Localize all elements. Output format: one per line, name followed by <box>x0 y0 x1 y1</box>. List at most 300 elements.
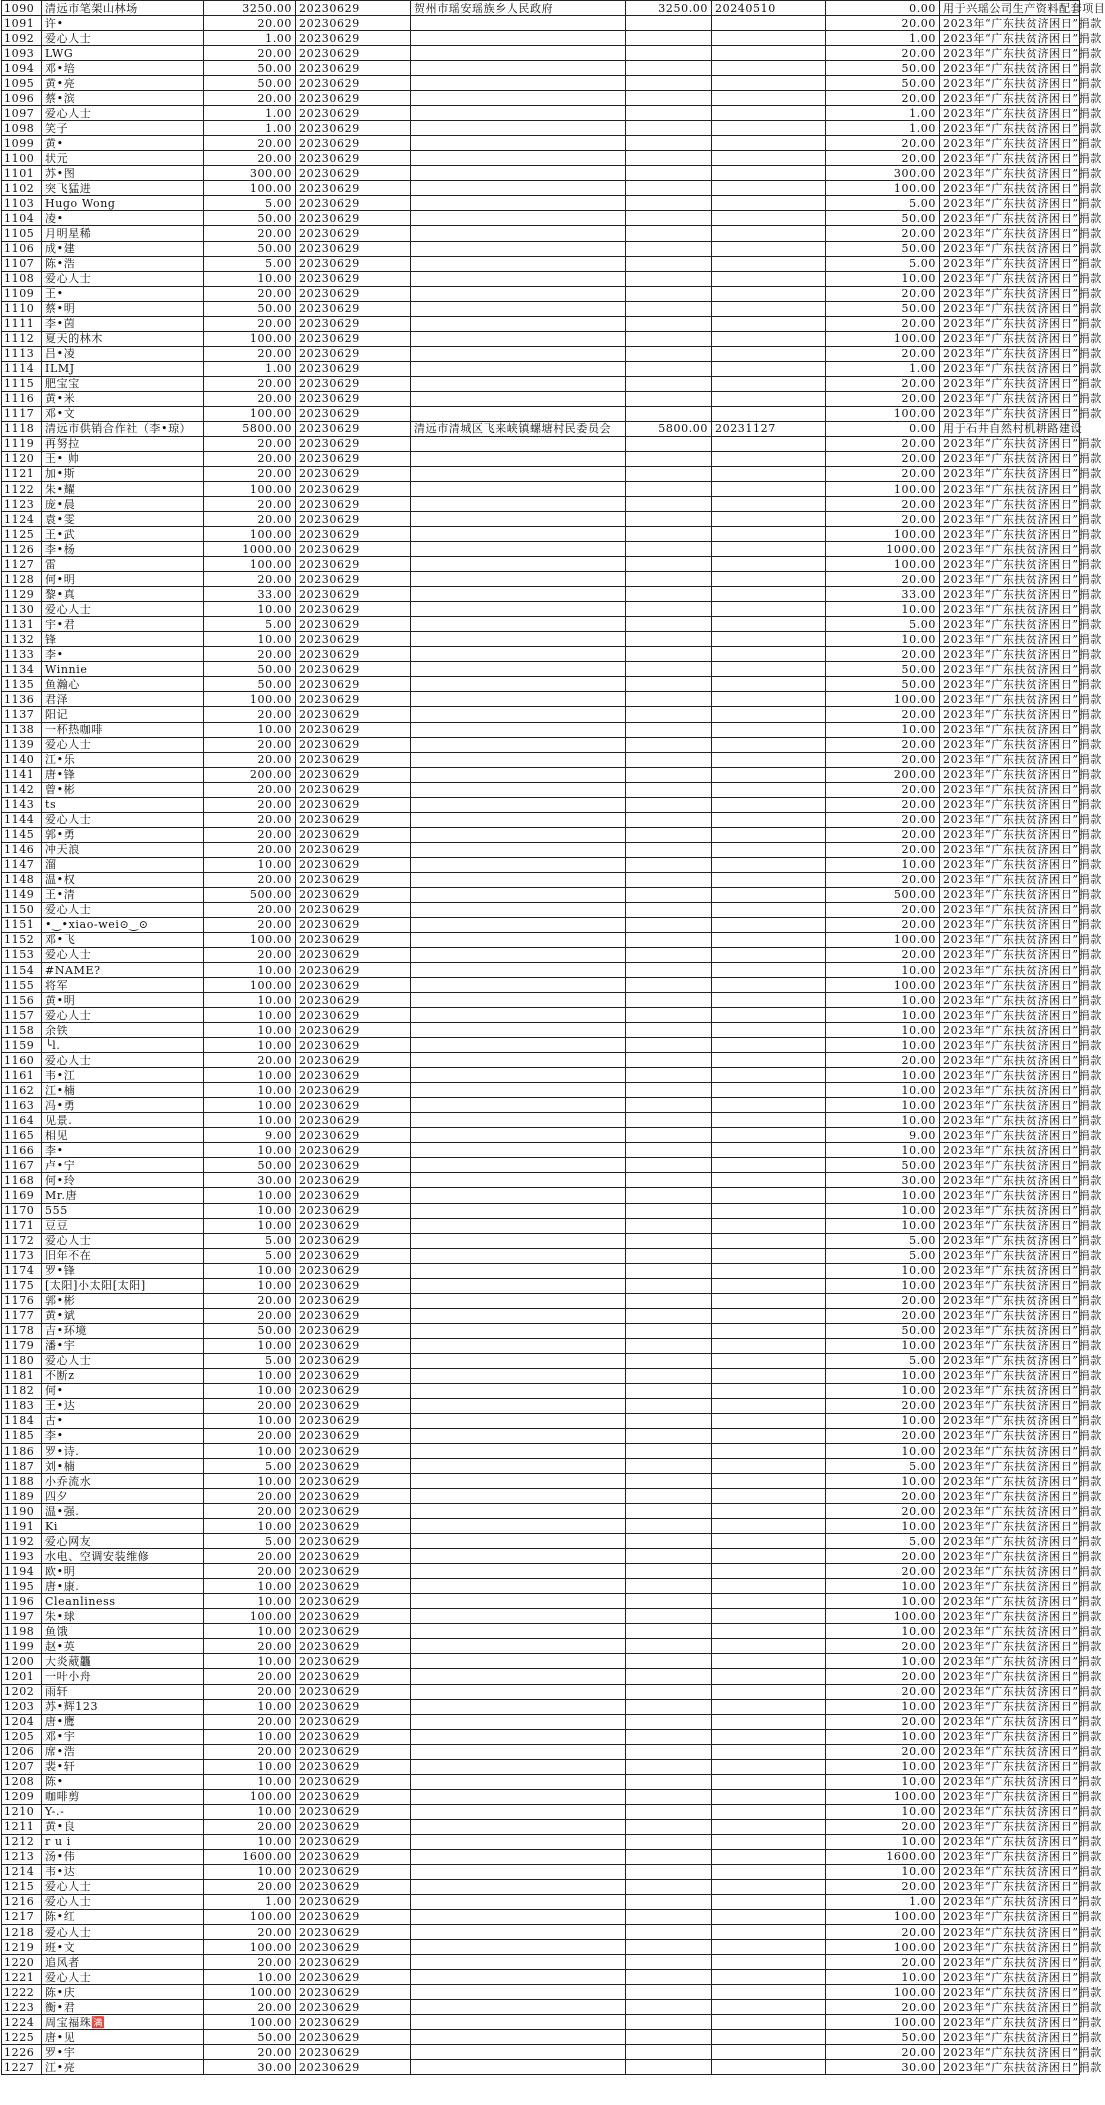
recipient-unit-cell <box>411 707 626 722</box>
donation-date-cell: 20230629 <box>296 1714 411 1729</box>
allocation-date-cell <box>712 1804 826 1819</box>
allocation-date-cell <box>712 361 826 376</box>
remaining-balance-cell: 20.00 <box>826 1428 940 1443</box>
donor-name-cell: 黄•亮 <box>42 76 204 91</box>
recipient-unit-cell <box>411 1233 626 1248</box>
row-number-cell: 1224 <box>2 2015 42 2030</box>
table-row <box>2 1654 1080 1669</box>
purpose-cell: 2023年“广东扶贫济困日”捐款 <box>940 271 1080 286</box>
donation-date-cell: 20230629 <box>296 1428 411 1443</box>
allocated-amount-cell <box>626 31 712 46</box>
allocation-date-cell <box>712 1008 826 1023</box>
remaining-balance-cell: 20.00 <box>826 376 940 391</box>
donor-name-cell: 清远市笔架山林场 <box>42 1 204 16</box>
table-row <box>2 1383 1080 1398</box>
recipient-unit-cell <box>411 812 626 827</box>
allocation-date-cell <box>712 932 826 947</box>
donor-name-cell: 古• <box>42 1413 204 1428</box>
row-number-cell: 1194 <box>2 1564 42 1579</box>
remaining-balance-cell: 20.00 <box>826 1398 940 1413</box>
purpose-cell: 2023年“广东扶贫济困日”捐款 <box>940 376 1080 391</box>
donor-name-cell: 冲天浪 <box>42 842 204 857</box>
allocated-amount-cell <box>626 662 712 677</box>
donation-amount-cell: 10.00 <box>204 602 296 617</box>
purpose-cell: 2023年“广东扶贫济困日”捐款 <box>940 1624 1080 1639</box>
allocated-amount-cell <box>626 91 712 106</box>
allocation-date-cell <box>712 271 826 286</box>
table-row <box>2 1669 1080 1684</box>
purpose-cell: 2023年“广东扶贫济困日”捐款 <box>940 1864 1080 1879</box>
donation-date-cell: 20230629 <box>296 346 411 361</box>
donor-name-cell: 曾•彬 <box>42 782 204 797</box>
donation-date-cell: 20230629 <box>296 376 411 391</box>
purpose-cell: 2023年“广东扶贫济困日”捐款 <box>940 2060 1080 2075</box>
recipient-unit-cell <box>411 527 626 542</box>
allocated-amount-cell <box>626 737 712 752</box>
recipient-unit-cell <box>411 482 626 497</box>
donation-amount-cell: 5.00 <box>204 1248 296 1263</box>
donor-name-cell: 江•亮 <box>42 2060 204 2075</box>
allocated-amount-cell <box>626 1023 712 1038</box>
allocation-date-cell <box>712 1879 826 1894</box>
row-number-cell: 1226 <box>2 2045 42 2060</box>
allocation-date-cell <box>712 226 826 241</box>
donation-date-cell: 20230629 <box>296 842 411 857</box>
recipient-unit-cell <box>411 1444 626 1459</box>
table-row <box>2 1639 1080 1654</box>
remaining-balance-cell: 20.00 <box>826 797 940 812</box>
allocation-date-cell <box>712 963 826 978</box>
donation-date-cell: 20230629 <box>296 91 411 106</box>
donation-date-cell: 20230629 <box>296 1519 411 1534</box>
purpose-cell: 2023年“广东扶贫济困日”捐款 <box>940 2000 1080 2015</box>
remaining-balance-cell: 10.00 <box>826 1278 940 1293</box>
row-number-cell: 1106 <box>2 241 42 256</box>
row-number-cell: 1142 <box>2 782 42 797</box>
recipient-unit-cell <box>411 947 626 962</box>
donation-amount-cell: 10.00 <box>204 1804 296 1819</box>
row-number-cell: 1214 <box>2 1864 42 1879</box>
row-number-cell: 1164 <box>2 1113 42 1128</box>
donation-amount-cell: 5.00 <box>204 256 296 271</box>
donation-amount-cell: 10.00 <box>204 632 296 647</box>
remaining-balance-cell: 50.00 <box>826 2030 940 2045</box>
donor-name-cell: 爱心人士 <box>42 31 204 46</box>
recipient-unit-cell <box>411 1248 626 1263</box>
remaining-balance-cell: 10.00 <box>826 1023 940 1038</box>
row-number-cell: 1186 <box>2 1444 42 1459</box>
donor-name-cell: Y-.- <box>42 1804 204 1819</box>
recipient-unit-cell <box>411 1278 626 1293</box>
recipient-unit-cell <box>411 2045 626 2060</box>
donation-amount-cell: 20.00 <box>204 2000 296 2015</box>
purpose-cell: 2023年“广东扶贫济困日”捐款 <box>940 331 1080 346</box>
recipient-unit-cell <box>411 1459 626 1474</box>
purpose-cell: 2023年“广东扶贫济困日”捐款 <box>940 767 1080 782</box>
allocation-date-cell <box>712 872 826 887</box>
donor-name-cell: r u i <box>42 1834 204 1849</box>
remaining-balance-cell: 10.00 <box>826 1804 940 1819</box>
allocated-amount-cell <box>626 271 712 286</box>
recipient-unit-cell <box>411 1053 626 1068</box>
table-row <box>2 1413 1080 1428</box>
purpose-cell: 2023年“广东扶贫济困日”捐款 <box>940 1759 1080 1774</box>
donation-amount-cell: 20.00 <box>204 707 296 722</box>
donation-amount-cell: 20.00 <box>204 947 296 962</box>
table-row <box>2 1579 1080 1594</box>
remaining-balance-cell: 10.00 <box>826 1203 940 1218</box>
recipient-unit-cell <box>411 2060 626 2075</box>
remaining-balance-cell: 20.00 <box>826 572 940 587</box>
donation-amount-cell: 20.00 <box>204 1684 296 1699</box>
donation-amount-cell: 20.00 <box>204 1819 296 1834</box>
donation-amount-cell: 10.00 <box>204 1338 296 1353</box>
row-number-cell: 1160 <box>2 1053 42 1068</box>
allocation-date-cell <box>712 1413 826 1428</box>
donation-date-cell: 20230629 <box>296 527 411 542</box>
recipient-unit-cell <box>411 1834 626 1849</box>
table-row <box>2 136 1080 151</box>
purpose-cell: 2023年“广东扶贫济困日”捐款 <box>940 842 1080 857</box>
recipient-unit-cell <box>411 406 626 421</box>
table-row <box>2 226 1080 241</box>
purpose-cell: 2023年“广东扶贫济困日”捐款 <box>940 647 1080 662</box>
allocated-amount-cell <box>626 1940 712 1955</box>
remaining-balance-cell: 10.00 <box>826 1759 940 1774</box>
donation-date-cell: 20230629 <box>296 1624 411 1639</box>
allocation-date-cell <box>712 542 826 557</box>
recipient-unit-cell <box>411 1068 626 1083</box>
donor-name-cell: 何• <box>42 1383 204 1398</box>
remaining-balance-cell: 10.00 <box>826 857 940 872</box>
purpose-cell: 2023年“广东扶贫济困日”捐款 <box>940 1098 1080 1113</box>
allocated-amount-cell <box>626 1579 712 1594</box>
row-number-cell: 1137 <box>2 707 42 722</box>
donor-name-cell: 爱心人士 <box>42 1053 204 1068</box>
recipient-unit-cell <box>411 286 626 301</box>
recipient-unit-cell <box>411 91 626 106</box>
donation-amount-cell: 30.00 <box>204 1173 296 1188</box>
donation-amount-cell: 5.00 <box>204 1459 296 1474</box>
allocated-amount-cell <box>626 1955 712 1970</box>
donation-amount-cell: 20.00 <box>204 346 296 361</box>
donation-date-cell: 20230629 <box>296 1864 411 1879</box>
donation-date-cell: 20230629 <box>296 662 411 677</box>
donation-amount-cell: 10.00 <box>204 1083 296 1098</box>
table-row <box>2 1864 1080 1879</box>
allocation-date-cell <box>712 1609 826 1624</box>
allocated-amount-cell <box>626 617 712 632</box>
allocated-amount-cell <box>626 136 712 151</box>
donation-date-cell: 20230629 <box>296 1669 411 1684</box>
table-row <box>2 557 1080 572</box>
donation-amount-cell: 5.00 <box>204 1353 296 1368</box>
recipient-unit-cell <box>411 1985 626 2000</box>
remaining-balance-cell: 500.00 <box>826 887 940 902</box>
remaining-balance-cell: 20.00 <box>826 1879 940 1894</box>
row-number-cell: 1189 <box>2 1489 42 1504</box>
row-number-cell: 1167 <box>2 1158 42 1173</box>
remaining-balance-cell: 1.00 <box>826 106 940 121</box>
allocated-amount-cell <box>626 707 712 722</box>
purpose-cell: 2023年“广东扶贫济困日”捐款 <box>940 587 1080 602</box>
recipient-unit-cell <box>411 331 626 346</box>
row-number-cell: 1097 <box>2 106 42 121</box>
allocated-amount-cell <box>626 451 712 466</box>
donation-amount-cell: 10.00 <box>204 1068 296 1083</box>
purpose-cell: 2023年“广东扶贫济困日”捐款 <box>940 391 1080 406</box>
recipient-unit-cell <box>411 1774 626 1789</box>
donor-name-cell: 再努拉 <box>42 436 204 451</box>
donation-date-cell: 20230629 <box>296 1173 411 1188</box>
allocated-amount-cell <box>626 196 712 211</box>
donation-date-cell: 20230629 <box>296 1474 411 1489</box>
donor-name-cell: 邓•文 <box>42 406 204 421</box>
table-row <box>2 2015 1080 2030</box>
donation-amount-cell: 50.00 <box>204 76 296 91</box>
purpose-cell: 2023年“广东扶贫济困日”捐款 <box>940 1714 1080 1729</box>
allocation-date-cell <box>712 557 826 572</box>
row-number-cell: 1099 <box>2 136 42 151</box>
allocated-amount-cell <box>626 1459 712 1474</box>
donor-name-cell: 爱心人士 <box>42 271 204 286</box>
table-row <box>2 1489 1080 1504</box>
purpose-cell: 2023年“广东扶贫济困日”捐款 <box>940 301 1080 316</box>
donation-amount-cell: 5800.00 <box>204 421 296 436</box>
donation-date-cell: 20230629 <box>296 1038 411 1053</box>
remaining-balance-cell: 20.00 <box>826 391 940 406</box>
recipient-unit-cell <box>411 557 626 572</box>
allocation-date-cell <box>712 376 826 391</box>
table-row <box>2 842 1080 857</box>
donation-amount-cell: 20.00 <box>204 136 296 151</box>
donor-name-cell: 四夕 <box>42 1489 204 1504</box>
row-number-cell: 1132 <box>2 632 42 647</box>
table-row <box>2 466 1080 481</box>
recipient-unit-cell <box>411 1519 626 1534</box>
table-row <box>2 2045 1080 2060</box>
table-row <box>2 797 1080 812</box>
recipient-unit-cell <box>411 1940 626 1955</box>
allocation-date-cell <box>712 1023 826 1038</box>
remaining-balance-cell: 10.00 <box>826 1038 940 1053</box>
purpose-cell: 2023年“广东扶贫济困日”捐款 <box>940 451 1080 466</box>
purpose-cell: 2023年“广东扶贫济困日”捐款 <box>940 917 1080 932</box>
allocated-amount-cell <box>626 1308 712 1323</box>
allocation-date-cell <box>712 31 826 46</box>
recipient-unit-cell <box>411 1639 626 1654</box>
allocated-amount-cell <box>626 166 712 181</box>
table-row <box>2 2000 1080 2015</box>
recipient-unit-cell <box>411 1353 626 1368</box>
allocation-date-cell <box>712 1459 826 1474</box>
remaining-balance-cell: 20.00 <box>826 1293 940 1308</box>
donor-name-cell: 李• <box>42 1428 204 1443</box>
allocation-date-cell <box>712 647 826 662</box>
allocation-date-cell <box>712 1263 826 1278</box>
recipient-unit-cell <box>411 1383 626 1398</box>
table-row <box>2 527 1080 542</box>
donation-date-cell: 20230629 <box>296 2045 411 2060</box>
table-row <box>2 181 1080 196</box>
purpose-cell: 2023年“广东扶贫济困日”捐款 <box>940 1564 1080 1579</box>
purpose-cell: 2023年“广东扶贫济困日”捐款 <box>940 1925 1080 1940</box>
table-row <box>2 497 1080 512</box>
allocation-date-cell <box>712 1714 826 1729</box>
donor-name-cell: 赵•英 <box>42 1639 204 1654</box>
recipient-unit-cell <box>411 1864 626 1879</box>
purpose-cell: 2023年“广东扶贫济困日”捐款 <box>940 993 1080 1008</box>
donor-name-cell: 爱心人士 <box>42 1008 204 1023</box>
table-row <box>2 31 1080 46</box>
donation-date-cell: 20230629 <box>296 797 411 812</box>
row-number-cell: 1128 <box>2 572 42 587</box>
donation-date-cell: 20230629 <box>296 1834 411 1849</box>
donation-amount-cell: 100.00 <box>204 932 296 947</box>
row-number-cell: 1193 <box>2 1549 42 1564</box>
purpose-cell: 2023年“广东扶贫济困日”捐款 <box>940 1474 1080 1489</box>
donation-date-cell: 20230629 <box>296 1879 411 1894</box>
donation-amount-cell: 20.00 <box>204 1489 296 1504</box>
row-number-cell: 1136 <box>2 692 42 707</box>
recipient-unit-cell <box>411 361 626 376</box>
allocated-amount-cell <box>626 1970 712 1985</box>
remaining-balance-cell: 20.00 <box>826 436 940 451</box>
row-number-cell: 1145 <box>2 827 42 842</box>
allocated-amount-cell <box>626 947 712 962</box>
donation-amount-cell: 10.00 <box>204 1774 296 1789</box>
table-row <box>2 782 1080 797</box>
table-row <box>2 1534 1080 1549</box>
donation-amount-cell: 10.00 <box>204 1113 296 1128</box>
donor-name-cell: 罗•锋 <box>42 1263 204 1278</box>
donation-amount-cell: 10.00 <box>204 1098 296 1113</box>
allocated-amount-cell <box>626 1413 712 1428</box>
donation-amount-cell: 10.00 <box>204 271 296 286</box>
allocated-amount-cell <box>626 16 712 31</box>
allocated-amount-cell <box>626 466 712 481</box>
purpose-cell: 2023年“广东扶贫济困日”捐款 <box>940 1233 1080 1248</box>
allocated-amount-cell <box>626 316 712 331</box>
donation-date-cell: 20230629 <box>296 827 411 842</box>
table-row <box>2 1834 1080 1849</box>
allocation-date-cell <box>712 1519 826 1534</box>
table-row <box>2 1549 1080 1564</box>
donor-name-cell: 追风者 <box>42 1955 204 1970</box>
allocated-amount-cell <box>626 572 712 587</box>
row-number-cell: 1126 <box>2 542 42 557</box>
donor-name-cell: 爱心人士 <box>42 1894 204 1909</box>
allocation-date-cell <box>712 1053 826 1068</box>
allocated-amount-cell <box>626 2060 712 2075</box>
table-row <box>2 1308 1080 1323</box>
donation-date-cell: 20230629 <box>296 181 411 196</box>
row-number-cell: 1155 <box>2 978 42 993</box>
donation-amount-cell: 10.00 <box>204 1143 296 1158</box>
donation-amount-cell: 10.00 <box>204 1008 296 1023</box>
purpose-cell: 2023年“广东扶贫济困日”捐款 <box>940 602 1080 617</box>
row-number-cell: 1204 <box>2 1714 42 1729</box>
donation-date-cell: 20230629 <box>296 482 411 497</box>
remaining-balance-cell: 50.00 <box>826 1323 940 1338</box>
purpose-cell: 2023年“广东扶贫济困日”捐款 <box>940 1955 1080 1970</box>
remaining-balance-cell: 50.00 <box>826 1158 940 1173</box>
remaining-balance-cell: 100.00 <box>826 1940 940 1955</box>
table-row <box>2 1 1080 16</box>
remaining-balance-cell: 10.00 <box>826 271 940 286</box>
allocation-date-cell <box>712 1669 826 1684</box>
donation-date-cell: 20230629 <box>296 932 411 947</box>
donor-name-cell: 衡•君 <box>42 2000 204 2015</box>
donor-name-cell: 王•达 <box>42 1398 204 1413</box>
table-row <box>2 1368 1080 1383</box>
allocated-amount-cell <box>626 1549 712 1564</box>
allocated-amount-cell <box>626 1519 712 1534</box>
allocated-amount-cell <box>626 1038 712 1053</box>
remaining-balance-cell: 10.00 <box>826 1383 940 1398</box>
allocated-amount-cell <box>626 1368 712 1383</box>
allocation-date-cell <box>712 1083 826 1098</box>
donor-name-cell: 邓•飞 <box>42 932 204 947</box>
table-row <box>2 872 1080 887</box>
allocation-date-cell <box>712 1624 826 1639</box>
purpose-cell: 2023年“广东扶贫济困日”捐款 <box>940 1970 1080 1985</box>
donor-name-cell: 爱心人士 <box>42 1925 204 1940</box>
donation-date-cell: 20230629 <box>296 978 411 993</box>
allocation-date-cell <box>712 1203 826 1218</box>
donation-date-cell: 20230629 <box>296 1654 411 1669</box>
donation-amount-cell: 20.00 <box>204 1669 296 1684</box>
purpose-cell: 2023年“广东扶贫济困日”捐款 <box>940 76 1080 91</box>
donor-name-cell: 水电、空调安装维修 <box>42 1549 204 1564</box>
allocation-date-cell <box>712 2060 826 2075</box>
allocation-date-cell <box>712 902 826 917</box>
purpose-cell: 2023年“广东扶贫济困日”捐款 <box>940 256 1080 271</box>
donation-amount-cell: 30.00 <box>204 2060 296 2075</box>
donation-amount-cell: 100.00 <box>204 978 296 993</box>
row-number-cell: 1187 <box>2 1459 42 1474</box>
remaining-balance-cell: 20.00 <box>826 1819 940 1834</box>
recipient-unit-cell <box>411 1128 626 1143</box>
purpose-cell: 2023年“广东扶贫济困日”捐款 <box>940 797 1080 812</box>
donor-name-cell: 旧年不在 <box>42 1248 204 1263</box>
allocated-amount-cell <box>626 482 712 497</box>
donation-amount-cell: 10.00 <box>204 1368 296 1383</box>
allocation-date-cell <box>712 497 826 512</box>
donor-name-cell: 潘•宇 <box>42 1338 204 1353</box>
purpose-cell: 2023年“广东扶贫济困日”捐款 <box>940 1669 1080 1684</box>
purpose-cell: 2023年“广东扶贫济困日”捐款 <box>940 737 1080 752</box>
row-number-cell: 1151 <box>2 917 42 932</box>
purpose-cell: 2023年“广东扶贫济困日”捐款 <box>940 346 1080 361</box>
donor-name-cell: 见景. <box>42 1113 204 1128</box>
table-row <box>2 617 1080 632</box>
remaining-balance-cell: 1600.00 <box>826 1849 940 1864</box>
allocation-date-cell <box>712 797 826 812</box>
donation-amount-cell: 20.00 <box>204 16 296 31</box>
allocated-amount-cell <box>626 767 712 782</box>
donor-name-cell: 唐•康. <box>42 1579 204 1594</box>
recipient-unit-cell <box>411 587 626 602</box>
donation-date-cell: 20230629 <box>296 707 411 722</box>
recipient-unit-cell <box>411 1489 626 1504</box>
donation-amount-cell: 20.00 <box>204 286 296 301</box>
row-number-cell: 1192 <box>2 1534 42 1549</box>
allocation-date-cell <box>712 106 826 121</box>
remaining-balance-cell: 10.00 <box>826 1970 940 1985</box>
donor-name-cell: 宇•君 <box>42 617 204 632</box>
purpose-cell: 2023年“广东扶贫济困日”捐款 <box>940 466 1080 481</box>
